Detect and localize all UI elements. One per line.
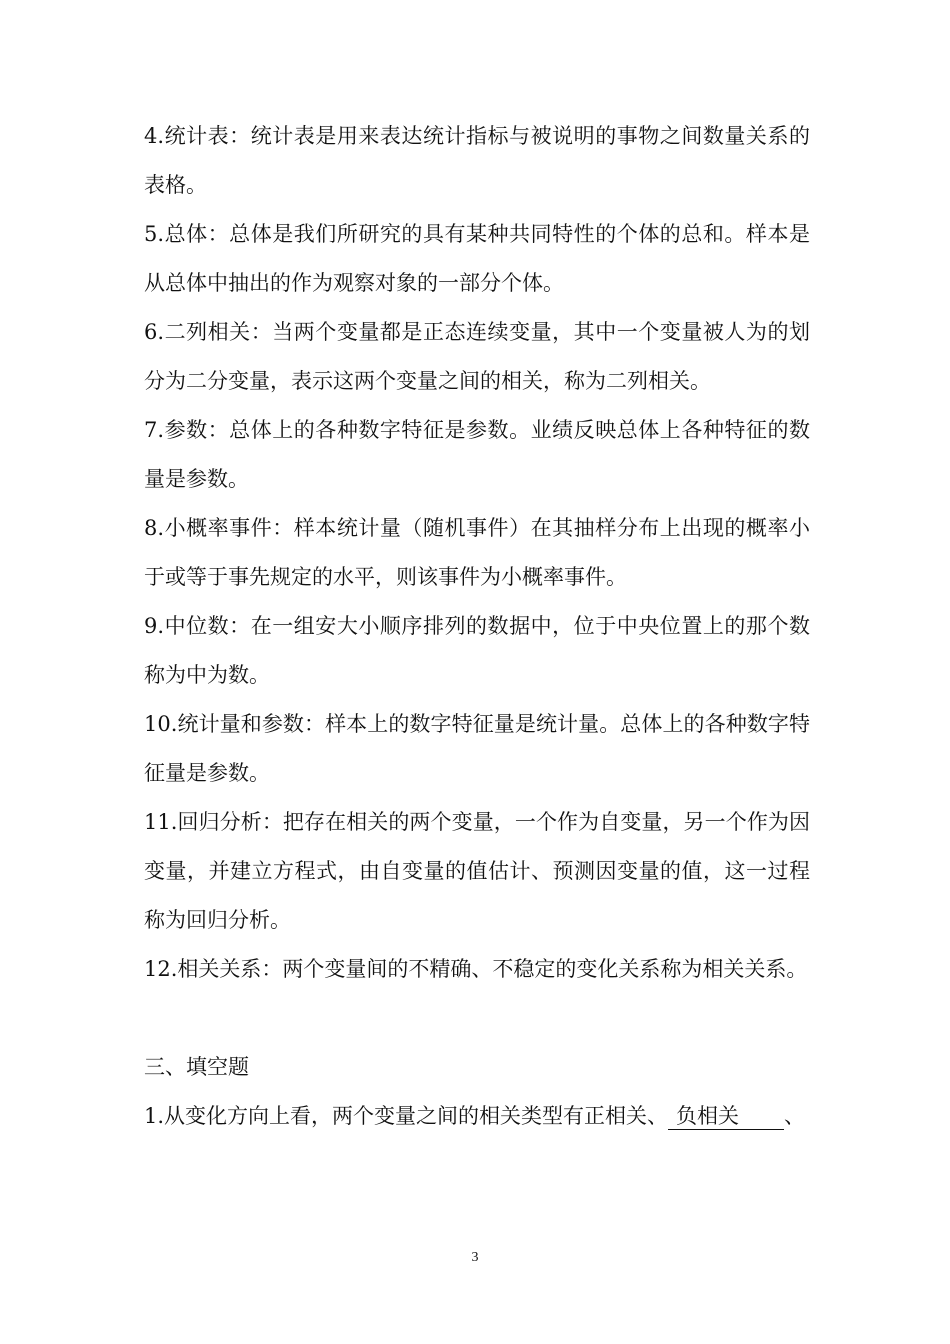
section-spacer	[144, 994, 810, 1043]
definition-item: 10.统计量和参数：样本上的数字特征量是统计量。总体上的各种数字特征量是参数。	[144, 712, 810, 785]
definition-item: 6.二列相关：当两个变量都是正态连续变量，其中一个变量被人为的划分为二分变量，表示这两个变量之间的相关，称为二列相关。	[144, 320, 810, 393]
definition-item: 8.小概率事件：样本统计量（随机事件）在其抽样分布上出现的概率小于或等于事先规定的水平，则该事件为小概率事件。	[144, 516, 810, 589]
definition-item: 7.参数：总体上的各种数字特征是参数。业绩反映总体上各种特征的数量是参数。	[144, 418, 810, 491]
answer-blank: 负相关	[668, 1103, 784, 1130]
section-title: 三、填空题	[144, 1055, 249, 1079]
page-content	[144, 112, 810, 1141]
fill-in-question	[144, 1092, 810, 1141]
definition-item: 9.中位数：在一组安大小顺序排列的数据中，位于中央位置上的那个数称为中为数。	[144, 614, 810, 687]
definition-item: 5.总体：总体是我们所研究的具有某种共同特性的个体的总和。样本是从总体中抽出的作为观察对象的一部分个体。	[144, 222, 810, 295]
definition-item: 12.相关关系：两个变量间的不精确、不稳定的变化关系称为相关关系。	[144, 957, 808, 981]
page-number: 3	[471, 1250, 479, 1265]
definition-item: 4.统计表：统计表是用来表达统计指标与被说明的事物之间数量关系的表格。	[144, 124, 810, 197]
definition-item: 11.回归分析：把存在相关的两个变量，一个作为自变量，另一个作为因变量，并建立方程式，由自变量的值估计、预测因变量的值，这一过程称为回归分析。	[144, 810, 810, 932]
question-suffix: 、	[784, 1104, 806, 1128]
question-text: 1.从变化方向上看，两个变量之间的相关类型有正相关、	[144, 1104, 669, 1128]
